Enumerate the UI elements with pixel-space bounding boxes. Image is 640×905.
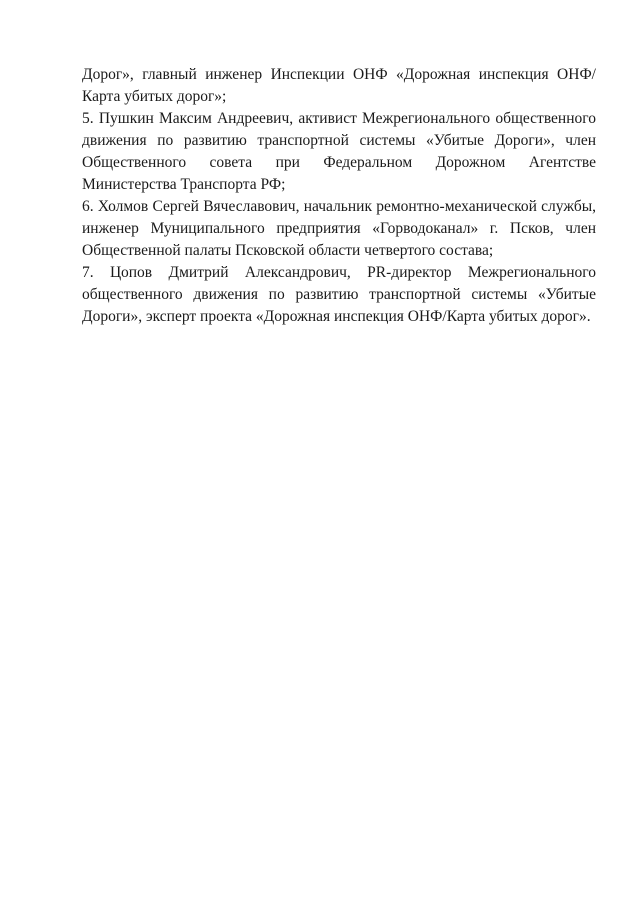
paragraph-item-6: 6. Холмов Сергей Вячеславович, начальник ремонтно-механической службы, инженер Муниципального предприятия «Горводоканал» г. Псков, член Общественной палаты Псковской области четвертого состава;: [82, 198, 596, 259]
paragraph-item-5: 5. Пушкин Максим Андреевич, активист Межрегионального общественного движения по развитию транспортной системы «Убитые Дороги», член Общественного совета при Федеральном Дорожном Агентстве Министерства Транспорта РФ;: [82, 110, 596, 193]
document-body: [82, 64, 596, 328]
paragraph-continuation: Дорог», главный инженер Инспекции ОНФ «Дорожная инспекция ОНФ/Карта убитых дорог»;: [82, 66, 596, 105]
paragraph-item-7: 7. Цопов Дмитрий Александрович, PR-директор Межрегионального общественного движения по развитию транспортной системы «Убитые Дороги», эксперт проекта «Дорожная инспекция ОНФ/Карта убитых дорог».: [82, 264, 596, 325]
